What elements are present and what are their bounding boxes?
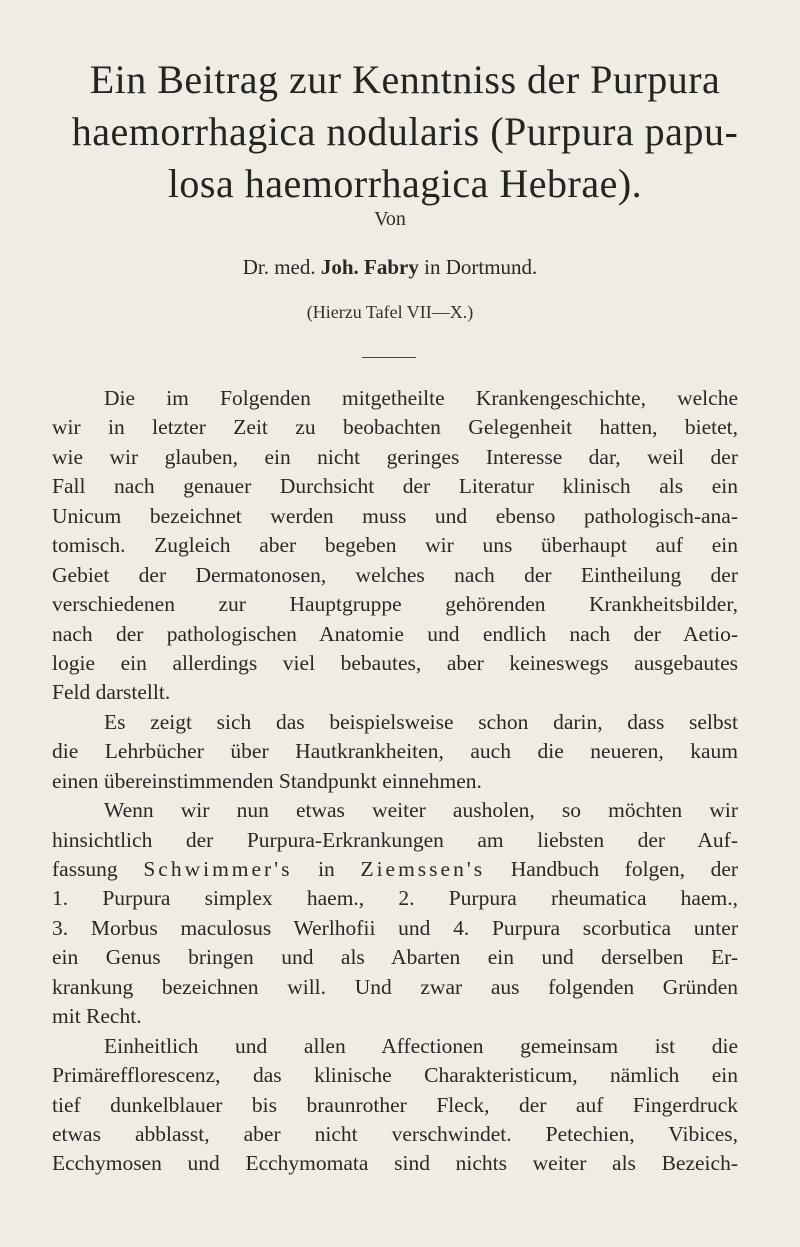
text-line: Gebiet der Dermatonosen, welches nach der Eintheilung der xyxy=(52,562,738,587)
text-line: Fall nach genauer Durchsicht der Literatur klinisch als ein xyxy=(52,474,738,499)
text-line xyxy=(52,855,738,884)
text-fragment: Handbuch folgen, der xyxy=(510,857,739,881)
text-line: Es zeigt sich das beispielsweise schon darin, dass selbst xyxy=(104,709,738,734)
text-line: nach der pathologischen Anatomie und endlich nach der Aetio- xyxy=(52,621,738,646)
text-line: 3. Morbus maculosus Werlhofii und 4. Purpura scorbutica unter xyxy=(52,915,738,940)
text-line: verschiedenen zur Hauptgruppe gehörenden Krankheitsbilder, xyxy=(52,592,738,617)
text-line: Primärefflorescenz, das klinische Charakteristicum, nämlich ein xyxy=(52,1063,738,1088)
text-line: hinsichtlich der Purpura-Erkrankungen am liebsten der Auf- xyxy=(52,827,738,852)
title-line-2: haemorrhagica nodularis (Purpura papu- xyxy=(71,109,739,154)
text-fragment: in xyxy=(318,857,335,881)
section-divider xyxy=(362,357,416,358)
author-title: Dr. med. xyxy=(242,255,316,279)
text-line: mit Recht. xyxy=(52,1004,142,1029)
text-line: krankung bezeichnen will. Und zwar aus folgenden Gründen xyxy=(52,974,738,999)
spaced-name-schwimmer: Schwimmer's xyxy=(143,857,293,881)
plates-note: (Hierzu Tafel VII—X.) xyxy=(306,302,474,322)
title-line-3: losa haemorrhagica Hebrae). xyxy=(167,161,643,206)
spaced-name-ziemssen: Ziemssen's xyxy=(360,857,486,881)
text-line: 1. Purpura simplex haem., 2. Purpura rheumatica haem., xyxy=(52,886,738,911)
text-line: Unicum bezeichnet werden muss und ebenso pathologisch-ana- xyxy=(52,503,738,528)
text-line: Einheitlich und allen Affectionen gemeinsam ist die xyxy=(104,1033,738,1058)
text-line: Feld darstellt. xyxy=(52,680,171,705)
text-line: wie wir glauben, ein nicht geringes Interesse dar, weil der xyxy=(52,444,738,469)
text-line: Die im Folgenden mitgetheilte Krankengeschichte, welche xyxy=(104,386,738,410)
text-line: Ecchymosen und Ecchymomata sind nichts weiter als Bezeich- xyxy=(52,1151,738,1176)
text-line: Wenn wir nun etwas weiter ausholen, so möchten wir xyxy=(104,798,738,823)
body-text xyxy=(52,384,738,1179)
text-fragment: fassung xyxy=(52,857,118,881)
author-name: Joh. Fabry xyxy=(320,255,419,279)
title-line-1: Ein Beitrag zur Kenntniss der Purpura xyxy=(89,57,721,102)
text-line: etwas abblasst, aber nicht verschwindet. Petechien, Vibices, xyxy=(52,1121,738,1146)
text-line: ein Genus bringen und als Abarten ein und derselben Er- xyxy=(52,945,738,970)
text-line: logie ein allerdings viel bebautes, aber keineswegs ausgebautes xyxy=(52,650,738,675)
text-line: einen übereinstimmenden Standpunkt einnehmen. xyxy=(52,768,482,793)
author-line xyxy=(0,255,780,280)
text-line: wir in letzter Zeit zu beobachten Gelegenheit hatten, bietet, xyxy=(52,415,738,440)
article-title xyxy=(40,54,770,210)
text-line: tomisch. Zugleich aber begeben wir uns überhaupt auf ein xyxy=(52,533,738,558)
text-line: die Lehrbücher über Hautkrankheiten, auch die neueren, kaum xyxy=(52,739,738,764)
byline-von: Von xyxy=(374,208,406,230)
author-location: in Dortmund. xyxy=(424,255,538,279)
text-line: tief dunkelblauer bis braunrother Fleck, der auf Fingerdruck xyxy=(52,1092,738,1117)
